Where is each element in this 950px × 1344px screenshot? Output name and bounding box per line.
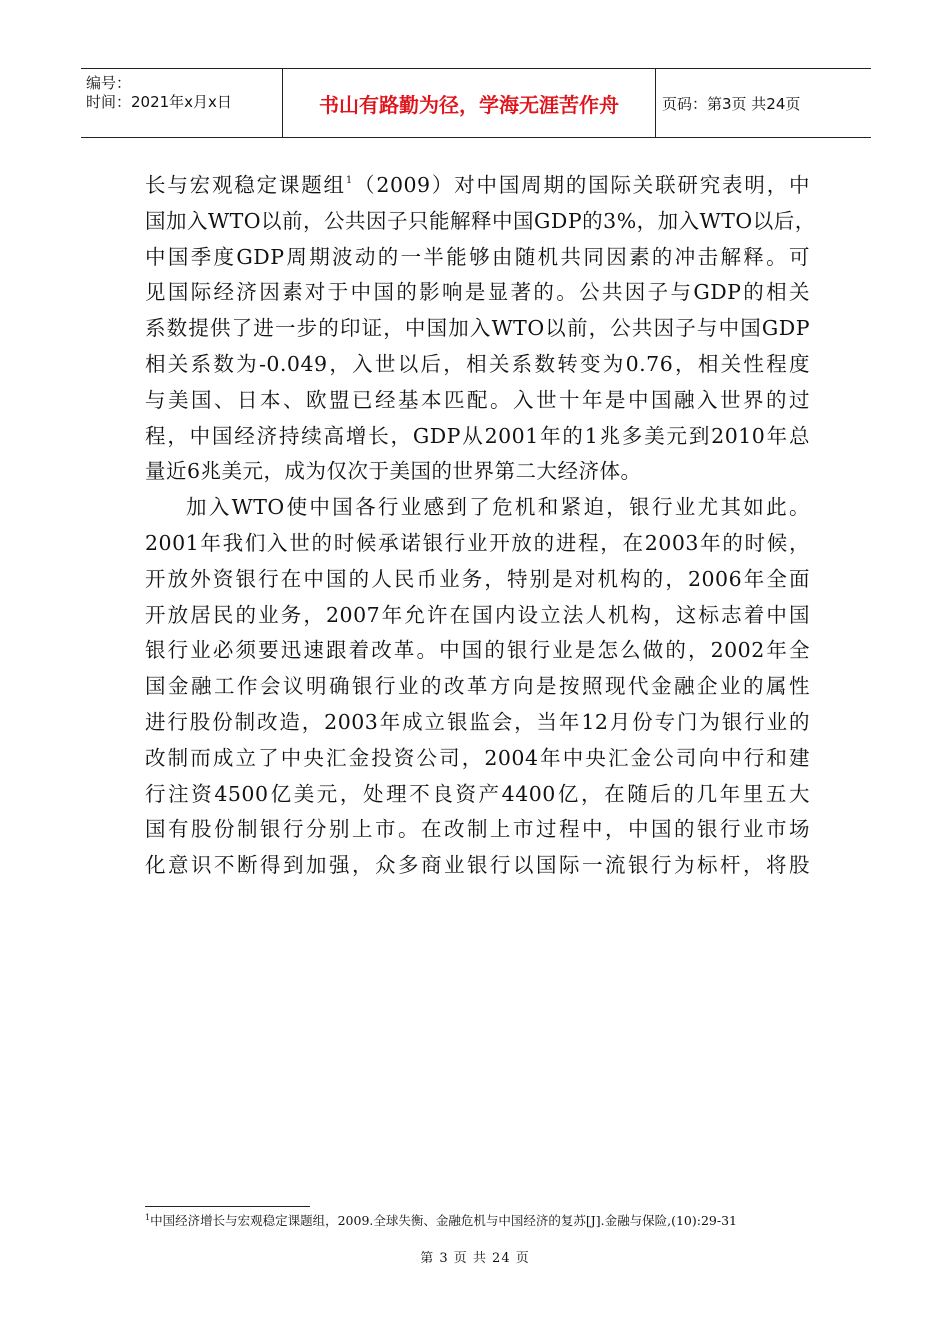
text-line: 系数提供了进一步的印证，中国加入WTO以前，公共因子与中国GDP — [145, 316, 810, 341]
page-header — [81, 68, 871, 138]
body-text — [145, 168, 816, 884]
text-line: 改制而成立了中央汇金投资公司，2004年中央汇金公司向中行和建 — [145, 745, 810, 770]
footnote-text: 中国经济增长与宏观稳定课题组，2009.全球失衡、金融危机与中国经济的复苏[J].金融与保险,(10):29-31 — [150, 1213, 737, 1228]
text-fragment: （2009）对中国周期的国际关联研究表明，中 — [352, 173, 811, 197]
number-label: 编号： — [86, 74, 132, 92]
footnote-ref: 1 — [345, 175, 353, 186]
header-motto: 书山有路勤为径，学海无涯苦作舟 — [283, 69, 656, 137]
text-line: 进行股份制改造，2003年成立银监会，当年12月份专门为银行业的 — [145, 709, 810, 734]
text-fragment: 长与宏观稳定课题组 — [145, 173, 346, 197]
text-line: 开放外资银行在中国的人民币业务，特别是对机构的，2006年全面 — [145, 566, 810, 591]
text-line: 加入WTO使中国各行业感到了危机和紧迫，银行业尤其如此。 — [186, 495, 810, 520]
text-line: 银行业必须要迅速跟着改革。中国的银行业是怎么做的，2002年全 — [145, 638, 810, 663]
text-line: 化意识不断得到加强，众多商业银行以国际一流银行为标杆，将股 — [145, 853, 810, 878]
text-line: 与美国、日本、欧盟已经基本匹配。入世十年是中国融入世界的过 — [145, 387, 810, 412]
text-line — [145, 168, 810, 204]
page-footer: 第 3 页 共 24 页 — [420, 1251, 530, 1266]
text-line: 行注资4500亿美元，处理不良资产4400亿，在随后的几年里五大 — [145, 781, 810, 806]
text-line: 2001年我们入世的时候承诺银行业开放的进程，在2003年的时候， — [145, 530, 810, 555]
footnote-marker: 1 — [145, 1213, 151, 1222]
text-line: 见国际经济因素对于中国的影响是显著的。公共因子与GDP的相关 — [145, 280, 810, 305]
text-line: 相关系数为-0.049，入世以后，相关系数转变为0.76，相关性程度 — [145, 351, 810, 376]
text-line: 量近6兆美元，成为仅次于美国的世界第二大经济体。 — [145, 459, 642, 484]
text-line: 国金融工作会议明确银行业的改革方向是按照现代金融企业的属性 — [145, 674, 810, 699]
header-page-info: 页码：第3页 共24页 — [662, 94, 801, 113]
footnote-divider — [145, 1206, 310, 1207]
text-line: 开放居民的业务，2007年允许在国内设立法人机构，这标志着中国 — [145, 602, 810, 627]
text-line: 国有股份制银行分别上市。在改制上市过程中，中国的银行业市场 — [145, 817, 810, 842]
time-label: 时间：2021年x月x日 — [86, 93, 232, 111]
header-meta — [81, 69, 283, 137]
text-line: 中国季度GDP周期波动的一半能够由随机共同因素的冲击解释。可 — [145, 244, 810, 269]
text-line: 国加入WTO以前，公共因子只能解释中国GDP的3%，加入WTO以后， — [145, 208, 816, 233]
text-line: 程，中国经济持续高增长，GDP从2001年的1兆多美元到2010年总 — [145, 423, 810, 448]
footnote — [145, 1211, 737, 1229]
